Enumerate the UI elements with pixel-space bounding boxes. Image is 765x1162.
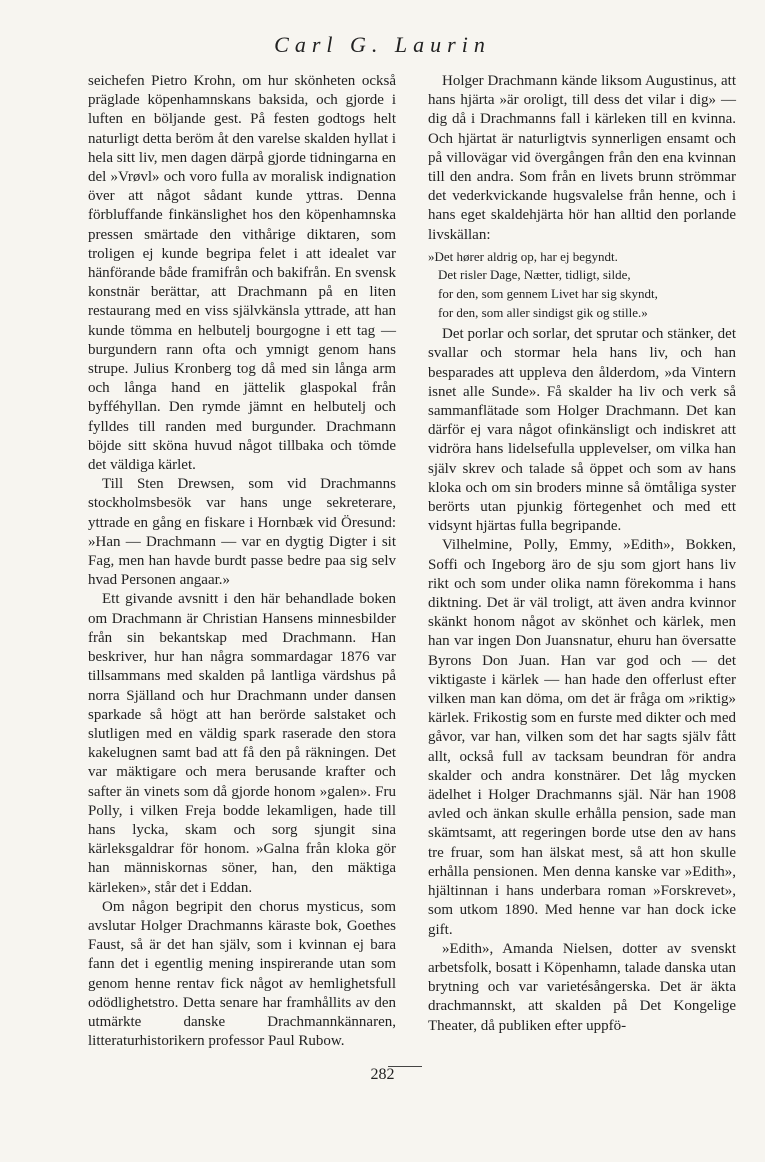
- poem-line: »Det hører aldrig op, har ej begyndt.: [428, 248, 618, 264]
- poem-line: Det risler Dage, Nætter, tidligt, silde,: [438, 267, 631, 283]
- page-number: 282: [370, 1066, 395, 1083]
- paragraph: Holger Drachmann kände liksom Augustinus, att hans hjärta »är oroligt, till dess det vilar i dig» — dig då i Drachmanns fall i kärleken till en kvinna. Och hjärtat är naturligtvis synnerligen ensamt och på villovägar vid övergången från den ena kvinnan till den andra. Som från en livets brunn strömmar det vederkvickande hugsvalelse från henne, och i hans eget skaldehjärta hör han alltid den porlande livskällan:: [428, 73, 736, 243]
- right-column: [428, 72, 736, 1036]
- poem-line: for den, som aller sindigst gik og stille.»: [438, 304, 648, 320]
- paragraph: »Edith», Amanda Nielsen, dotter av svenskt arbetsfolk, bosatt i Köpenhamn, talade danska utan brytning och var varietésångerska. Det är äkta drachmannskt, att skalden på Det Kongelige Theater, då publiken efter uppfö-: [428, 940, 736, 1034]
- poem-quote: [428, 248, 736, 322]
- paragraph: seichefen Pietro Krohn, om hur skönheten också präglade köpenhamnskans baksida, och gjorde i luften en böljande gest. På festen godtogs helt naturligt detta beröm åt den varelse skalden hyllat i hela sitt liv, men dagen därpå gjorde tidningarna en del »Vrøvl» och voro fulla av moralisk indignation över att något sådant kunde yttras. Denna förbluffande finkänslighet hos den köpenhamnska pressen smärtade den vithårige diktaren, som troligen ej kunde begripa felet i att idealet var hänförande både framifrån och bakifrån. En svensk konstnär berättar, att Drachmann på en liten restaurang med en viss självkänsla yttrade, att han kunde tömma en helbutelj bourgogne i ett tag — burgundern rann ofta och ymnigt genom hans strupe. Julius Kronberg tog då med sin långa arm och långa hand en jättelik glaspokal från byfféhyllan. Den rymde jämnt en helbutelj och fylldes till randen med burgunder. Drachmann böjde sitt sköna huvud något tillbaka och tömde det väldiga kärlet.: [88, 73, 396, 474]
- poem-line: for den, som gennem Livet har sig skyndt,: [438, 286, 658, 302]
- running-header: Carl G. Laurin: [274, 32, 491, 57]
- paragraph: Vilhelmine, Polly, Emmy, »Edith», Bokken, Soffi och Ingeborg äro de sju som gjort hans liv rikt och som under olika namn förekomma i hans diktning. Det är väl troligt, att även andra kvinnor skänkt honom något av skönhet och kärlek, men han var ingen Don Juansnatur, ehuru han översatte Byrons Don Juan. Han var god och — det viktigaste i kärlek — han hade den offerlust efter vilken man kan döma, om det är fråga om »riktig» kärlek. Frikostig som en furste med dikter och med gåvor, var han, vilken som det har sagts själv fått allt, också full av tacksam beundran för andra skalder och andra konstnärer. Det låg mycken ädelhet i Holger Drachmanns själ. När han 1908 avled och änkan skulle erhålla pension, sade man skämtsamt, att regeringen borde utse den av hans tre fruar, som han älskat mest, så att hon skulle erhålla pensionen. Men denna kanske var »Edith», hjältinnan i hans underbara roman »Forskrevet», som utkom 1890. Med henne var han dock icke gift.: [428, 537, 736, 938]
- paragraph: Det porlar och sorlar, det sprutar och stänker, det svallar och stormar hela hans liv, och han besparades att uppleva den ålderdom, »da Vintern isnet alle Sunde». Få skalder ha liv och verk så sammanflätade som Holger Drachmann. Det kan därför ej vara något ofinkänsligt och indiskret att vidröra hans lidelsefulla upplevelser, om vilka han själv skrev och talade så öppet och som av hans kloka och om sin broders minne så ömtåliga syster berörts utan pjunkig förtegenhet och med ett vidsynt hjärtas fulla begripande.: [428, 326, 736, 535]
- paragraph: Om någon begripit den chorus mysticus, som avslutar Holger Drachmanns käraste bok, Goethes Faust, så är det han själv, som i kvinnan ej bara fann det i egentlig mening inspirerande utan som genom henne rentav fick något av hemlighetsfull odödlighetstro. Detta senare har framhållits av den utmärkte danske Drachmannkännaren, litteraturhistorikern professor Paul Rubow.: [88, 898, 396, 1050]
- left-column: [88, 72, 396, 1051]
- paragraph: Ett givande avsnitt i den här behandlade boken om Drachmann är Christian Hansens minnesbilder från sin bekantskap med Drachmann. Han beskriver, hur han några sommardagar 1876 var tillsammans med skalden på lantliga värdshus på norra Själland och hur Drachmann under dansen sparkade så högt att han berörde salstaket och slutligen med en väldig spark raserade den stora kakelugnen samt bad att få den på räkningen. Det var mäktigare och mera berusande krafter och safter än vinets som då gjorde honom »galen». Fru Polly, i vilken Freja bodde lekamligen, hade till hans lycka, skam och sorg sjungit sina kärleksgaldrar för honom. »Galna från kloka gör han människornas söner, han, den mäktiga kärleken», står det i Eddan.: [88, 591, 396, 896]
- paragraph: Till Sten Drewsen, som vid Drachmanns stockholmsbesök var hans unge sekreterare, yttrade en gång en fiskare i Hornbæk vid Öresund: »Han — Drachmann — var en dygtig Digter i sit Fag, men han havde burdt passe bedre paa sig selv hvad Personen angaar.»: [88, 476, 396, 589]
